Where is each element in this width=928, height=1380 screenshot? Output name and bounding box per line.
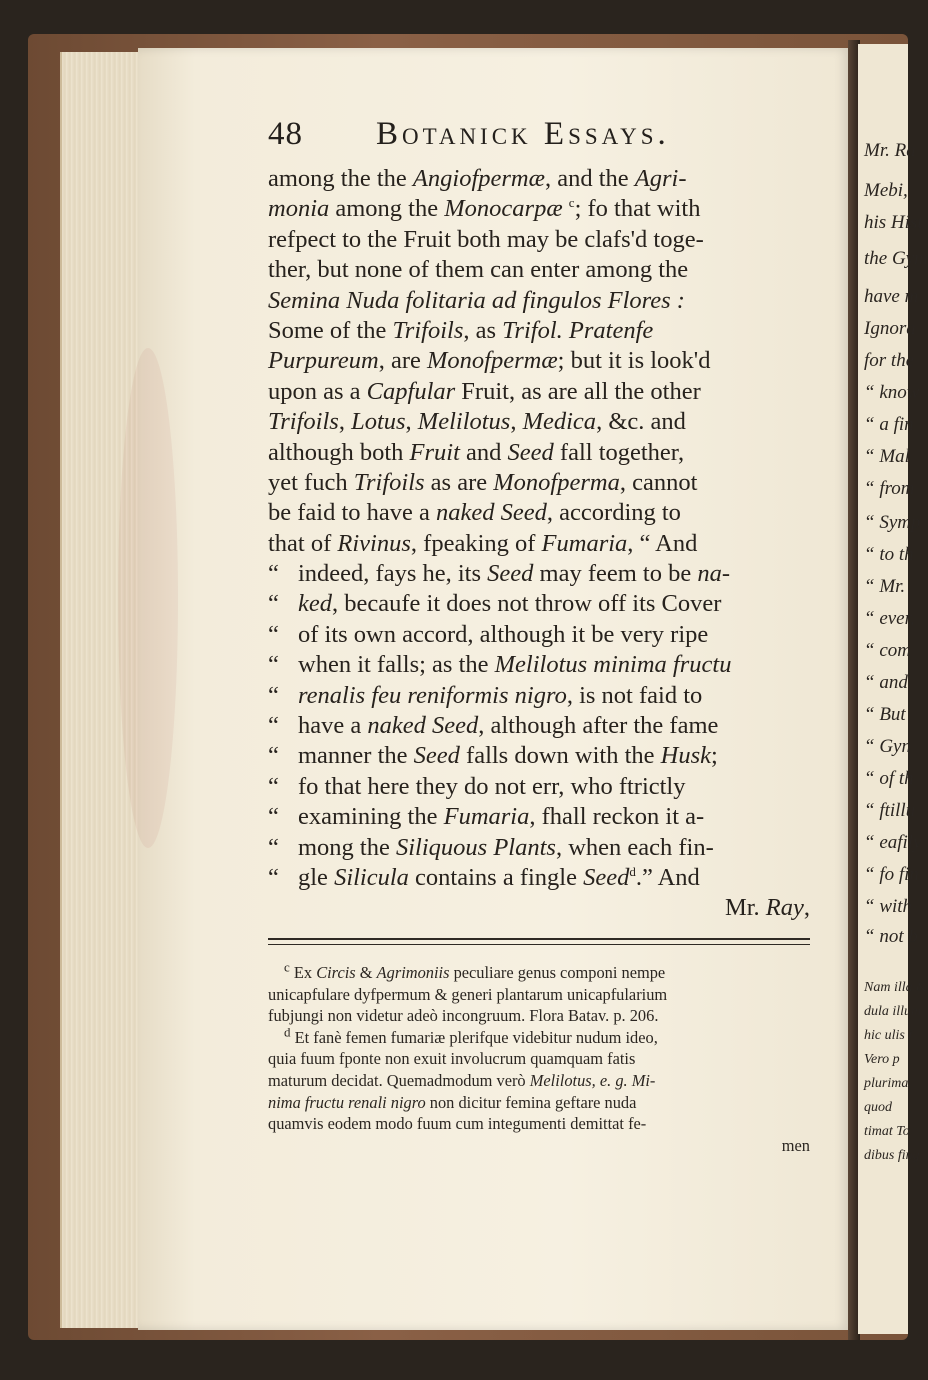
facing-page-fragment: have m bbox=[864, 286, 919, 307]
footnote-line bbox=[268, 1092, 810, 1114]
text-segment: Melilotus minima fructu bbox=[494, 651, 732, 679]
text-segment: Fruit bbox=[409, 438, 460, 466]
facing-page bbox=[858, 44, 928, 1334]
text-segment: Medica bbox=[522, 408, 597, 436]
facing-page-fragment: plurima bbox=[864, 1076, 909, 1091]
text-segment: Husk bbox=[660, 742, 712, 770]
text-line bbox=[268, 316, 810, 346]
text-line bbox=[268, 650, 810, 680]
text-segment: d bbox=[284, 1024, 291, 1040]
text-segment: nima fructu renali nigro bbox=[268, 1092, 426, 1112]
quote-mark: “ bbox=[268, 833, 279, 861]
line-text bbox=[298, 681, 810, 711]
line-text bbox=[268, 346, 810, 376]
facing-page-fragment: Ignora bbox=[864, 318, 916, 339]
quote-mark: “ bbox=[268, 742, 279, 770]
text-segment: as are bbox=[424, 468, 494, 496]
line-text bbox=[268, 438, 810, 468]
text-line bbox=[268, 286, 810, 316]
text-segment: naked Seed bbox=[436, 499, 547, 527]
facing-page-fragment: “ ever, bbox=[864, 608, 915, 629]
text-line bbox=[268, 833, 810, 863]
line-text bbox=[268, 468, 810, 498]
facing-page-fragment: quod bbox=[864, 1100, 892, 1115]
text-segment: Ray bbox=[765, 894, 804, 922]
catchword bbox=[268, 893, 810, 923]
facing-page-fragment: his Hist bbox=[864, 212, 923, 233]
line-text bbox=[298, 772, 810, 802]
text-line bbox=[268, 620, 810, 650]
text-line bbox=[268, 255, 810, 285]
quote-mark: “ bbox=[268, 772, 279, 800]
text-segment: , “ And bbox=[627, 529, 698, 557]
footnote-rule bbox=[268, 938, 810, 945]
facing-page-fragment: “ But bbox=[864, 704, 906, 725]
text-segment: , cannot bbox=[619, 468, 698, 496]
line-text bbox=[298, 741, 810, 771]
quote-mark: “ bbox=[268, 712, 279, 740]
text-segment: & bbox=[355, 963, 377, 982]
facing-page-fragment: Nam illa & bbox=[864, 980, 928, 995]
page-stain bbox=[118, 348, 178, 848]
facing-page-fragment: timat To bbox=[864, 1124, 910, 1139]
quote-mark: “ bbox=[268, 620, 279, 648]
text-segment: Ex bbox=[289, 963, 317, 982]
quote-mark: “ bbox=[268, 863, 279, 891]
main-text bbox=[268, 164, 810, 924]
footnote-line bbox=[268, 1135, 810, 1157]
text-segment: , &c. and bbox=[596, 408, 686, 436]
text-segment: Seed bbox=[583, 863, 630, 891]
text-segment: Purpureum bbox=[268, 347, 379, 375]
text-segment: upon as a bbox=[268, 377, 367, 405]
text-segment: although both bbox=[268, 438, 410, 466]
text-segment: c bbox=[568, 195, 575, 211]
footnote-line bbox=[268, 1024, 810, 1049]
text-segment: gle bbox=[298, 863, 335, 891]
text-segment: Mr. bbox=[724, 894, 766, 922]
text-segment: , fhall reckon it a- bbox=[529, 803, 705, 831]
text-segment: Seed bbox=[507, 438, 554, 466]
facing-page-fragment: for the bbox=[864, 350, 915, 371]
text-segment: , according to bbox=[546, 499, 681, 527]
text-segment: ked bbox=[298, 590, 332, 618]
facing-page-fragment: “ to th bbox=[864, 544, 914, 565]
text-segment: , although after the fame bbox=[478, 712, 719, 740]
text-segment: , bbox=[338, 408, 352, 436]
line-text bbox=[268, 407, 810, 437]
text-segment: Fumaria bbox=[443, 803, 530, 831]
text-segment: contains a fingle bbox=[408, 863, 584, 891]
text-segment: na- bbox=[697, 560, 731, 588]
text-segment: yet fuch bbox=[268, 468, 354, 496]
text-segment: when it falls; as the bbox=[298, 651, 495, 679]
text-segment: renalis feu reniformis nigro bbox=[298, 681, 567, 709]
facing-page-fragment: “ a fin bbox=[864, 414, 914, 435]
text-segment: Some of the bbox=[268, 316, 393, 344]
text-segment: Rivinus bbox=[337, 529, 411, 557]
text-segment: Fruit, as are all the other bbox=[455, 377, 701, 405]
text-segment: non dicitur femina geftare nuda bbox=[425, 1092, 637, 1112]
line-text bbox=[298, 863, 810, 893]
text-segment: , and the bbox=[544, 165, 635, 192]
facing-page-fragment: “ com bbox=[864, 640, 911, 661]
text-segment: Trifol. Pratenfe bbox=[502, 316, 654, 344]
line-text bbox=[268, 377, 810, 407]
text-segment: refpect to the Fruit both may be clafs'd toge- bbox=[268, 225, 704, 253]
text-line bbox=[268, 589, 810, 619]
text-segment: examining the bbox=[298, 803, 444, 831]
facing-page-fragment: dula illum bbox=[864, 1004, 922, 1019]
text-segment: and bbox=[459, 438, 508, 466]
text-segment: Semina Nuda folitaria ad fingulos Flores : bbox=[268, 286, 685, 314]
text-segment: Melilotus bbox=[417, 408, 511, 436]
text-segment: ; but it is look'd bbox=[557, 347, 711, 375]
text-line bbox=[268, 346, 810, 376]
page-header bbox=[268, 116, 808, 160]
text-segment: fall together, bbox=[553, 438, 685, 466]
facing-page-fragment: dibus fing bbox=[864, 1148, 920, 1163]
line-text bbox=[298, 711, 810, 741]
text-segment: have a bbox=[298, 712, 368, 740]
line-text bbox=[298, 589, 810, 619]
line-text bbox=[268, 194, 810, 224]
text-segment: monia bbox=[268, 195, 330, 223]
quote-mark: “ bbox=[268, 651, 279, 679]
text-segment: Capfular bbox=[366, 377, 456, 405]
text-line bbox=[268, 559, 810, 589]
text-segment: men bbox=[781, 1135, 810, 1155]
text-segment: Seed bbox=[413, 742, 460, 770]
footnote-line bbox=[268, 1005, 810, 1027]
text-segment: , when each fin- bbox=[555, 833, 714, 861]
text-segment: , as bbox=[463, 316, 503, 344]
text-segment: .” And bbox=[635, 863, 700, 891]
text-segment: Angiofpermæ bbox=[412, 165, 545, 192]
catchword-text bbox=[725, 893, 810, 923]
footnotes bbox=[268, 959, 810, 1156]
quote-mark: “ bbox=[268, 590, 279, 618]
facing-page-fragment: “ Mal bbox=[864, 446, 910, 467]
text-line bbox=[268, 802, 810, 832]
facing-page-fragment: “ Gyn bbox=[864, 736, 911, 757]
text-line bbox=[268, 863, 810, 893]
facing-page-fragment: Vero p bbox=[864, 1052, 900, 1067]
line-text bbox=[268, 498, 810, 528]
text-line bbox=[268, 194, 810, 224]
text-segment: among the the bbox=[268, 165, 413, 192]
text-line bbox=[268, 468, 810, 498]
text-segment: ; fo that with bbox=[574, 195, 701, 223]
text-segment: Fumaria bbox=[541, 529, 628, 557]
text-segment: that of bbox=[268, 529, 338, 557]
footnote-line bbox=[268, 959, 810, 984]
facing-page-fragment: Mr. Ra bbox=[864, 140, 916, 161]
text-segment: Trifoils bbox=[392, 316, 464, 344]
text-line bbox=[268, 711, 810, 741]
text-line bbox=[268, 681, 810, 711]
text-line bbox=[268, 407, 810, 437]
text-line bbox=[268, 529, 810, 559]
text-segment: be faid to have a bbox=[268, 499, 437, 527]
text-segment: , bbox=[405, 408, 418, 436]
facing-page-fragment: “ ftillu bbox=[864, 800, 916, 821]
text-line bbox=[268, 438, 810, 468]
text-line bbox=[268, 498, 810, 528]
quote-mark: “ bbox=[268, 803, 279, 831]
text-segment: , are bbox=[378, 347, 427, 375]
text-segment: Siliquous Plants bbox=[396, 833, 556, 861]
text-segment: fo that here they do not err, who ftrictly bbox=[298, 772, 686, 800]
text-segment: , bbox=[803, 894, 810, 922]
text-segment: Lotus bbox=[351, 408, 406, 436]
text-line bbox=[268, 225, 810, 255]
line-text bbox=[268, 316, 810, 346]
facing-page-fragment: “ and bbox=[864, 672, 908, 693]
facing-page-fragment: “ fo fin bbox=[864, 864, 919, 885]
line-text bbox=[268, 286, 810, 316]
text-segment: quia fuum fponte non exuit involucrum quamquam fatis bbox=[268, 1049, 636, 1069]
footnote-line bbox=[268, 984, 810, 1006]
text-segment: Trifoils bbox=[353, 468, 425, 496]
text-segment: Melilotus, e. g. Mi- bbox=[529, 1070, 656, 1090]
text-segment: , bbox=[510, 408, 523, 436]
text-segment: indeed, fays he, its bbox=[298, 560, 488, 588]
running-title: Botanick Essays. bbox=[376, 116, 670, 152]
text-segment: c bbox=[284, 959, 290, 975]
facing-page-fragment: Mebi, bbox=[864, 180, 908, 201]
text-segment: falls down with the bbox=[459, 742, 661, 770]
line-text bbox=[268, 529, 810, 559]
text-segment: naked Seed bbox=[367, 712, 479, 740]
facing-page-fragment: “ Symp bbox=[864, 512, 921, 533]
text-segment: Monocarpæ bbox=[444, 195, 563, 223]
text-segment: Monofpermæ bbox=[427, 347, 558, 375]
text-segment: mong the bbox=[298, 833, 396, 861]
line-text bbox=[268, 225, 810, 255]
line-text bbox=[298, 620, 810, 650]
footnote-line bbox=[268, 1070, 810, 1092]
facing-page-fragment: hic ulis f bbox=[864, 1028, 913, 1043]
facing-page-fragment: “ with bbox=[864, 896, 913, 917]
text-segment: quamvis eodem modo fuum cum integumenti demittat fe- bbox=[268, 1114, 647, 1134]
text-segment: peculiare genus componi nempe bbox=[449, 963, 666, 982]
footnote-line bbox=[268, 1048, 810, 1070]
text-segment: of its own accord, although it be very ripe bbox=[298, 620, 709, 648]
line-text bbox=[298, 802, 810, 832]
facing-page-fragment: “ not b bbox=[864, 926, 918, 947]
text-segment: Seed bbox=[487, 560, 534, 588]
facing-page-fragment: “ from bbox=[864, 478, 915, 499]
facing-page-fragment: the Gym bbox=[864, 248, 928, 269]
text-segment: Circis bbox=[316, 963, 356, 982]
text-line bbox=[268, 741, 810, 771]
text-segment: fubjungi non videtur adeò incongruum. Flora Batav. p. 206. bbox=[268, 1006, 659, 1026]
text-segment: among the bbox=[329, 195, 445, 223]
facing-page-fragment: “ eafily bbox=[864, 832, 922, 853]
text-segment: manner the bbox=[298, 742, 414, 770]
quote-mark: “ bbox=[268, 560, 279, 588]
text-line bbox=[268, 377, 810, 407]
line-text bbox=[268, 255, 810, 285]
line-text bbox=[298, 650, 810, 680]
text-segment: Trifoils bbox=[268, 408, 339, 436]
text-segment: ; bbox=[711, 742, 718, 770]
text-segment: d bbox=[629, 863, 636, 879]
text-segment: Monofperma bbox=[493, 468, 620, 496]
text-segment: maturum decidat. Quemadmodum verò bbox=[268, 1070, 530, 1090]
text-segment: , fpeaking of bbox=[410, 529, 542, 557]
line-text bbox=[298, 833, 810, 863]
facing-page-fragment: “ Mr. bbox=[864, 576, 906, 597]
text-segment: Agri- bbox=[634, 165, 687, 192]
text-segment: ther, but none of them can enter among the bbox=[268, 256, 689, 284]
line-text bbox=[298, 559, 810, 589]
text-line bbox=[268, 164, 810, 194]
facing-page-fragment: “ know bbox=[864, 382, 920, 403]
text-segment: may feem to be bbox=[533, 560, 698, 588]
text-segment: , is not faid to bbox=[566, 681, 703, 709]
text-segment: unicapfulare dyfpermum & generi plantarum unicapfularium bbox=[268, 984, 668, 1004]
quote-mark: “ bbox=[268, 681, 279, 709]
text-segment: , becaufe it does not throw off its Cover bbox=[332, 590, 722, 618]
text-segment: Silicula bbox=[334, 863, 409, 891]
line-text bbox=[268, 164, 810, 194]
text-segment: Agrimoniis bbox=[376, 963, 450, 982]
page-number: 48 bbox=[268, 116, 303, 152]
text-segment: Et fanè femen fumariæ plerifque videbitur nudum ideo, bbox=[290, 1027, 658, 1047]
footnote-line bbox=[268, 1113, 810, 1135]
text-line bbox=[268, 772, 810, 802]
facing-page-fragment: “ of th bbox=[864, 768, 914, 789]
